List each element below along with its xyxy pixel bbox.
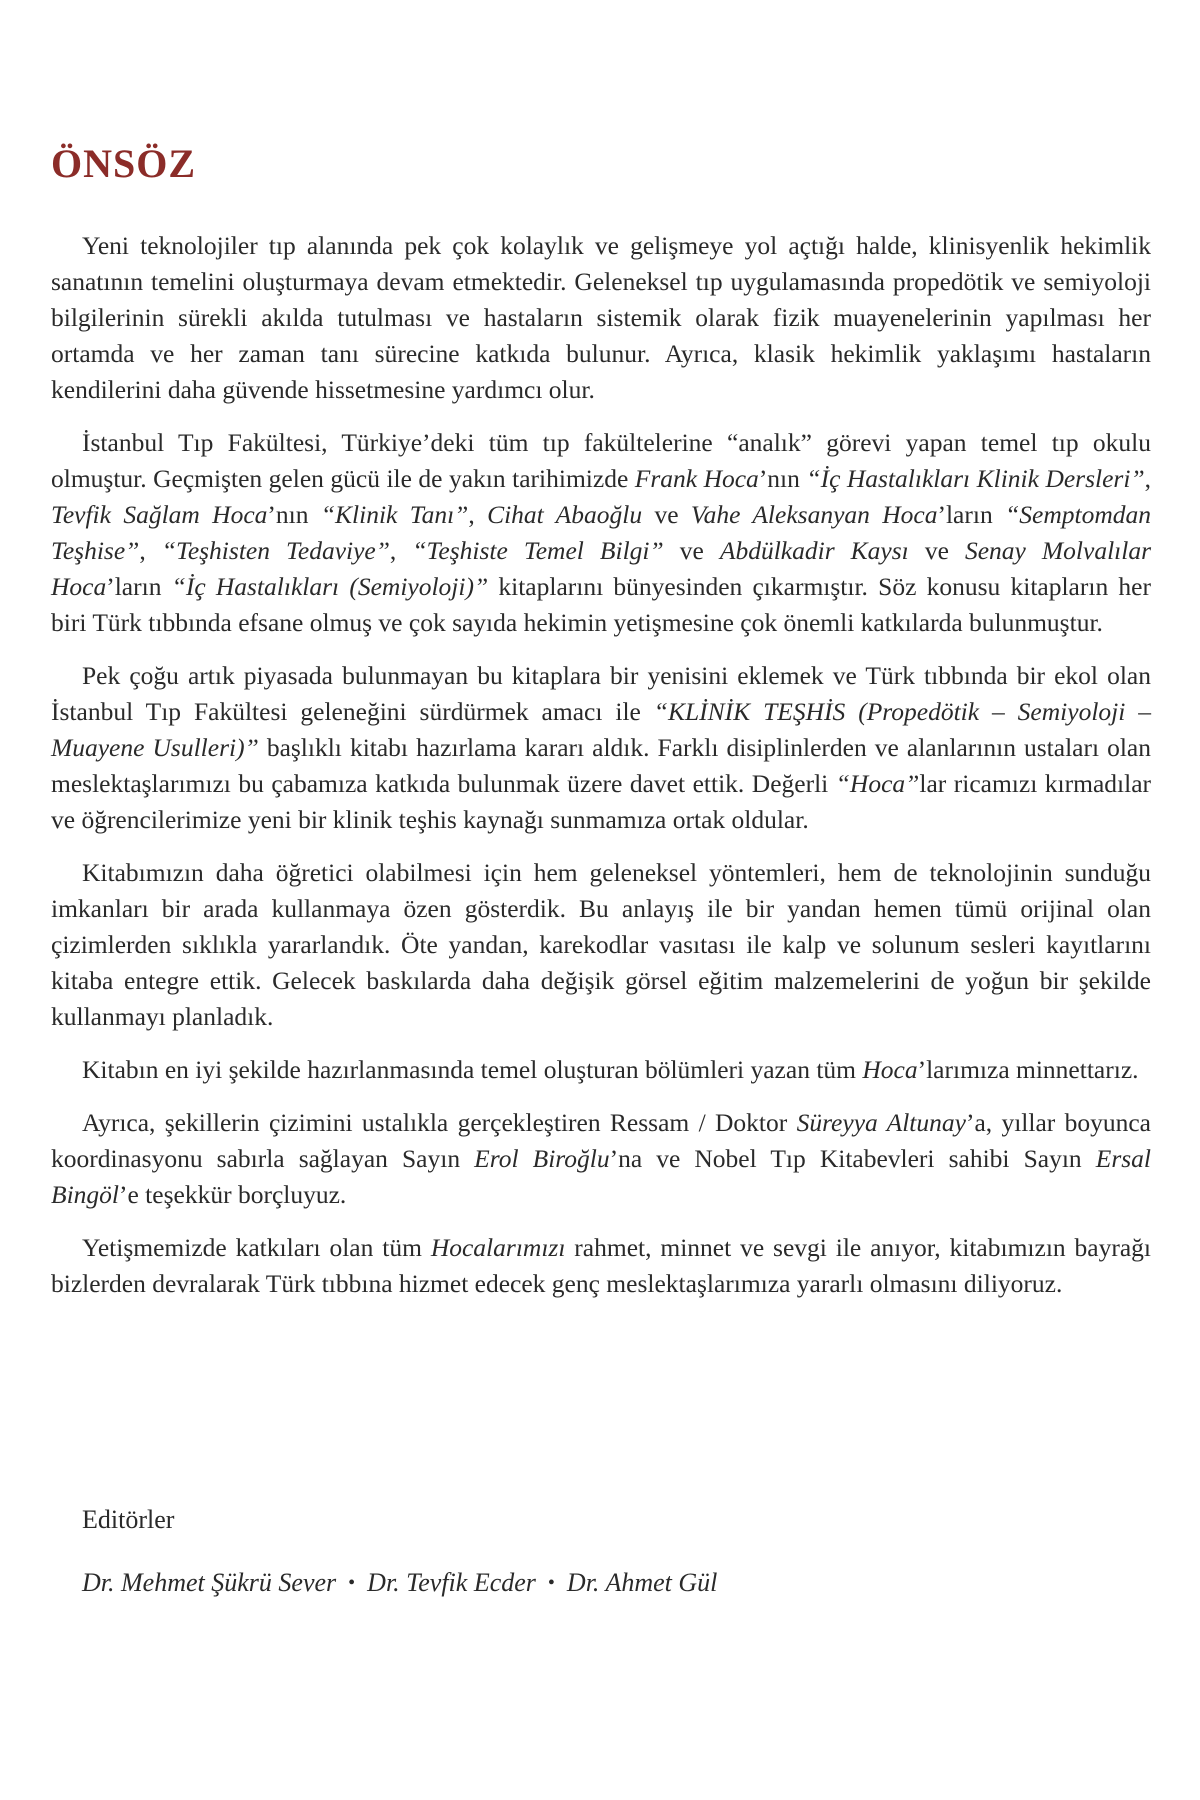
italic-text: Senay Molvalılar Hoca [51, 536, 1151, 601]
text-run: Ayrıca, şekillerin çizimini ustalıkla gerçekleştiren Ressam / Doktor [82, 1108, 797, 1137]
page-title: ÖNSÖZ [51, 141, 197, 186]
paragraph [51, 425, 1151, 641]
italic-text: Vahe Aleksanyan Hoca [690, 500, 938, 529]
text-run: Kitabımızın daha öğretici olabilmesi için hem geleneksel yöntemleri, hem de teknolojinin sunduğu imkanları bir arada kullanmaya özen gösterdik. Bu anlayış ile bir yandan hemen tümü orijinal olan çizimlerden sıklıkla yararlandık. Öte yandan, karekodlar vasıtası ile kalp ve solunum sesleri kayıtlarını kitaba entegre ettik. Gelecek baskılarda daha değişik görsel eğitim malzemelerini de yoğun bir şekilde kullanmayı planladık. [51, 858, 1151, 1031]
italic-text: Süreyya Altunay [796, 1108, 966, 1137]
text-run: kitaplarını bünyesinden çıkarmıştır. Söz konusu kitapların her biri Türk tıbbında efsane olmuş ve çok sayıda hekimin yetişmesine çok önemli katkılarda bulunmuştur. [51, 572, 1151, 637]
paragraph [51, 228, 1151, 408]
paragraph [51, 1052, 1151, 1088]
italic-text: Hocalarımızı [430, 1233, 566, 1262]
text-run: ’nın [758, 464, 807, 493]
text-run: , [468, 500, 488, 529]
text-run: ve [908, 536, 965, 565]
italic-text: “Semptomdan Teşhise” [51, 500, 1151, 565]
text-run: ve [663, 536, 720, 565]
text-run: Yeni teknolojiler tıp alanında pek çok kolaylık ve gelişmeye yol açtığı halde, klinisyenlik hekimlik sanatının temelini oluşturmaya devam etmektedir. Geleneksel tıp uygulamasında propedötik ve semiyoloji bilgilerinin sürekli akılda tutulması ve hastaların sistemik olarak fizik muayenelerinin yapılması her ortamda ve her zaman tanı sürecine katkıda bulunur. Ayrıca, klasik hekimlik yaklaşımı hastaların kendilerini daha güvende hissetmesine yardımcı olur. [51, 231, 1151, 404]
editor-name: Dr. Ahmet Gül [566, 1568, 718, 1597]
italic-text: Tevfik Sağlam Hoca [51, 500, 268, 529]
editors-label: Editörler [82, 1505, 175, 1534]
text-run: Pek çoğu artık piyasada bulunmayan bu kitaplara bir yenisini eklemek ve Türk tıbbında bir ekol olan İstanbul Tıp Fakültesi geleneğini sürdürmek amacı ile [51, 661, 1151, 726]
text-run: ’larımıza minnettarız. [917, 1055, 1139, 1084]
italic-text: “KLİNİK TEŞHİS (Propedötik – Semiyoloji – Muayene Usulleri)” [51, 697, 1152, 762]
italic-text: Cihat Abaoğlu [487, 500, 643, 529]
text-run: ’na ve Nobel Tıp Kitabevleri sahibi Sayın [609, 1144, 1096, 1173]
editor-name: Dr. Tevfik Ecder [367, 1568, 536, 1597]
italic-text: “İç Hastalıkları (Semiyoloji)” [171, 572, 489, 601]
text-run: Yetişmemizde katkıları olan tüm [82, 1233, 431, 1262]
editor-separator: • [348, 1572, 356, 1594]
preface-body [51, 228, 1151, 1319]
text-run: , [139, 536, 162, 565]
paragraph [51, 1105, 1151, 1213]
text-run: İstanbul Tıp Fakültesi, Türkiye’deki tüm tıp fakültelerine “analık” görevi yapan temel tıp okulu olmuştur. Geçmişten gelen gücü ile de yakın tarihimizde [51, 428, 1151, 493]
text-run: rahmet, minnet ve sevgi ile anıyor, kitabımızın bayrağı bizlerden devralarak Türk tıbbına hizmet edecek genç meslektaşlarımıza yararlı olmasını diliyoruz. [51, 1233, 1151, 1298]
text-run: lar ricamızı kırmadılar ve öğrencilerimize yeni bir klinik teşhis kaynağı sunmamıza ortak oldular. [51, 769, 1151, 834]
text-run: başlıklı kitabı hazırlama kararı aldık. Farklı disiplinlerden ve alanlarının ustaları olan meslektaşlarımızı bu çabamıza katkıda bulunmak üzere davet ettik. Değerli [51, 733, 1151, 798]
text-run: ’nın [267, 500, 321, 529]
italic-text: Erol Biroğlu [474, 1144, 610, 1173]
text-run: ’ların [937, 500, 1006, 529]
text-run: ’a, yıllar boyunca koordinasyonu sabırla sağlayan Sayın [51, 1108, 1152, 1173]
italic-text: Abdülkadir Kaysı [719, 536, 909, 565]
paragraph [51, 855, 1151, 1035]
editor-separator: • [547, 1572, 555, 1594]
paragraph [51, 1230, 1151, 1302]
editor-name: Dr. Mehmet Şükrü Sever [82, 1568, 337, 1597]
italic-text: “Teşhiste Temel Bilgi” [412, 536, 664, 565]
italic-text: Ersal Bingöl [51, 1144, 1152, 1209]
italic-text: “Klinik Tanı” [320, 500, 469, 529]
text-run: Kitabın en iyi şekilde hazırlanmasında temel oluşturan bölümleri yazan tüm [82, 1055, 863, 1084]
italic-text: “Hoca” [835, 769, 920, 798]
text-run: ve [642, 500, 691, 529]
text-run: , [389, 536, 413, 565]
text-run: ’e teşekkür borçluyuz. [119, 1180, 347, 1209]
italic-text: Hoca [862, 1055, 918, 1084]
italic-text: “İç Hastalıkları Klinik Dersleri” [806, 464, 1145, 493]
italic-text: “Teşhisten Tedaviye” [161, 536, 390, 565]
editors-line [82, 1566, 717, 1602]
italic-text: Frank Hoca [634, 464, 759, 493]
text-run: , [1144, 464, 1151, 493]
paragraph [51, 658, 1151, 838]
text-run: ’ların [106, 572, 172, 601]
